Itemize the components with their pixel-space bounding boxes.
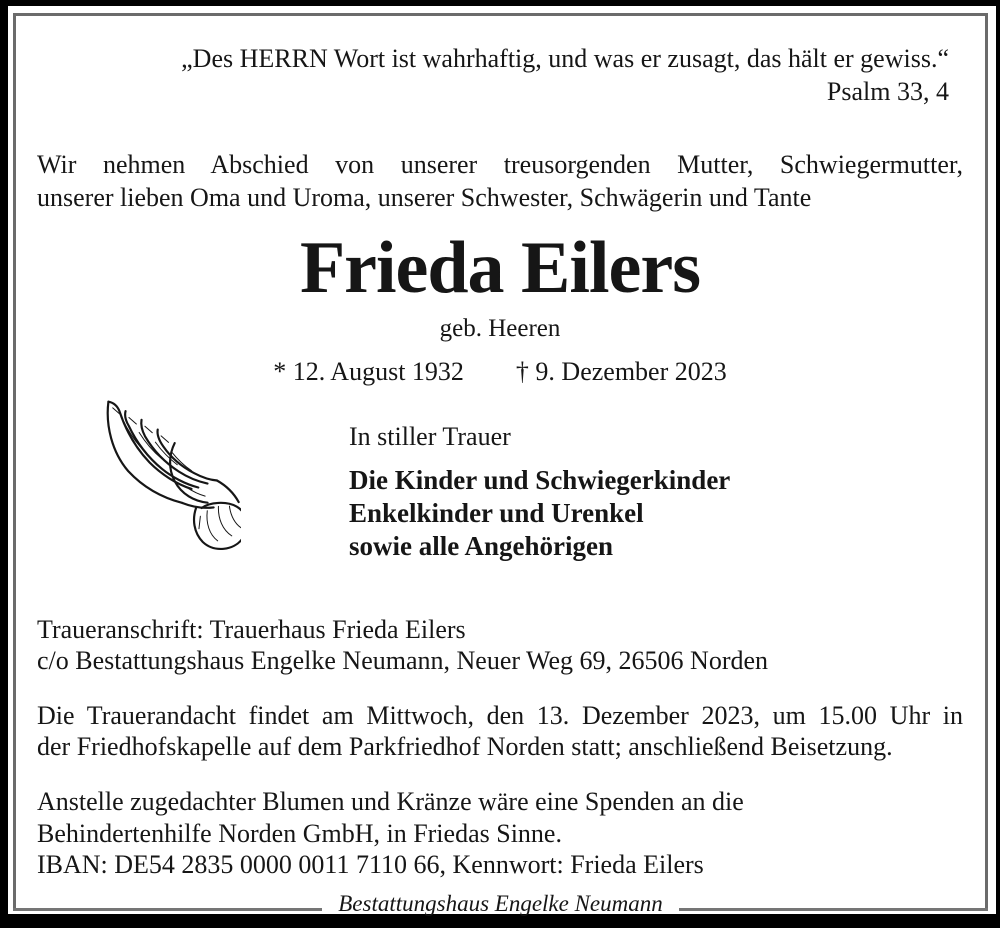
service-info-line2: der Friedhofskapelle auf dem Parkfriedhof Norden statt; anschließend Beisetzung. — [37, 732, 893, 761]
mourning-section — [37, 422, 963, 574]
mourners-line: sowie alle Angehörigen — [349, 531, 613, 561]
deceased-maiden-name: geb. Heeren — [439, 315, 561, 342]
donation-info-line3: IBAN: DE54 2835 0000 0011 7110 66, Kennwort: Frieda Eilers — [37, 850, 704, 879]
service-info — [37, 700, 963, 762]
farewell-intro-line1: Wir nehmen Abschied von unserer treusorgenden Mutter, Schwiegermutter, — [37, 150, 963, 179]
condolence-address — [37, 614, 963, 676]
mourning-intro: In stiller Trauer — [349, 422, 511, 451]
farewell-intro — [37, 148, 963, 214]
donation-info — [37, 786, 963, 881]
donation-info-line2: Behindertenhilfe Norden GmbH, in Friedas Sinne. — [37, 818, 562, 848]
mourners-line: Enkelkinder und Urenkel — [349, 498, 644, 528]
obituary-frame — [13, 13, 988, 916]
donation-info-line1: Anstelle zugedachter Blumen und Kränze wäre eine Spenden an die — [37, 787, 744, 816]
condolence-address-line2: c/o Bestattungshaus Engelke Neumann, Neuer Weg 69, 26506 Norden — [37, 646, 769, 675]
mourners-line: Die Kinder und Schwiegerkinder — [349, 465, 731, 495]
obituary-sheet — [8, 6, 996, 914]
funeral-home-name: Bestattungshaus Engelke Neumann — [338, 890, 663, 916]
obituary-content — [16, 16, 985, 881]
condolence-address-line1: Traueranschrift: Trauerhaus Frieda Eilers — [37, 615, 466, 644]
mourners-list — [349, 464, 963, 563]
footer-rule-left — [13, 908, 322, 911]
deceased-name: Frieda Eilers — [299, 227, 701, 309]
scripture-quote-source: Psalm 33, 4 — [826, 77, 949, 106]
death-date: † 9. Dezember 2023 — [515, 357, 727, 386]
birth-date: * 12. August 1932 — [273, 357, 464, 386]
farewell-intro-line2: unserer lieben Oma und Uroma, unserer Schwester, Schwägerin und Tante — [37, 183, 812, 212]
scripture-quote — [37, 42, 963, 108]
footer-rule-right — [679, 908, 988, 911]
scripture-quote-text: „Des HERRN Wort ist wahrhaftig, und was er zusagt, das hält er gewiss.“ — [181, 44, 949, 73]
service-info-line1: Die Trauerandacht findet am Mittwoch, den 13. Dezember 2023, um 15.00 Uhr in — [37, 701, 963, 730]
funeral-home-footer — [13, 890, 988, 916]
praying-hands-icon — [93, 384, 241, 572]
mourners-block — [349, 422, 963, 563]
